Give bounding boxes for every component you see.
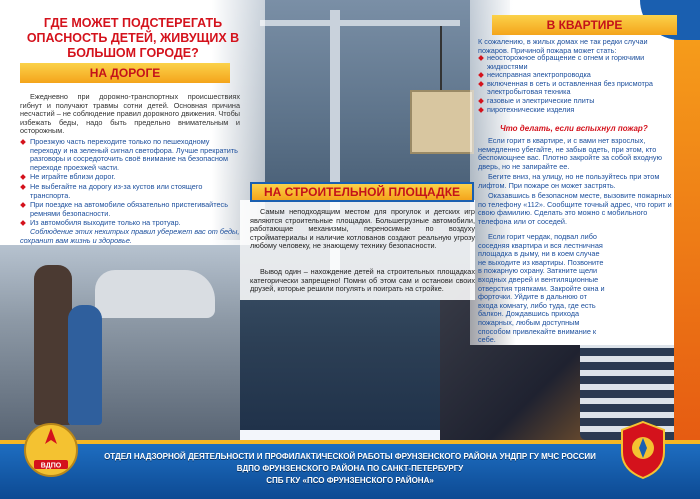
list-item: Не играйте вблизи дорог. xyxy=(20,173,240,182)
footer-org-line-1: ОТДЕЛ НАДЗОРНОЙ ДЕЯТЕЛЬНОСТИ И ПРОФИЛАКТИЧЕСКОЙ РАБОТЫ ФРУНЗЕНСКОГО РАЙОНА УНДПР ГУ МЧС РОССИИ xyxy=(104,452,596,461)
fire-causes-list xyxy=(478,54,673,114)
orange-ribbon xyxy=(674,0,700,445)
apartment-paragraph-3: Оказавшись в безопасном месте, вызовите пожарных по телефону «112». Сообщите точный адрес, что горит и свою фамилию. Сделать это можно с мобильного телефона или от соседей. xyxy=(478,191,672,226)
boy-figure xyxy=(68,305,102,425)
car-illustration xyxy=(95,270,215,318)
crane-jib xyxy=(260,20,460,26)
list-item: Проезжую часть переходите только по пешеходному переходу и на зеленый сигнал светофора. Лучше прекратить разговоры и сосредоточить своё внимание на безопасном переходе проезжей части. xyxy=(20,138,240,172)
mchs-emblem-icon xyxy=(614,418,672,480)
road-outro-text: Соблюдение этих нехитрых правил убережет вас от беды, сохранит вам жизнь и здоровье. xyxy=(20,227,240,245)
vdpo-emblem-icon xyxy=(22,420,80,482)
apartment-paragraph-2: Бегите вниз, на улицу, но не пользуйтесь при этом лифтом. При пожаре он может застрять. xyxy=(478,172,660,190)
emblem-left-label: ВДПО xyxy=(40,462,62,470)
list-item: Не выбегайте на дорогу из-за кустов или стоящего транспорта. xyxy=(20,183,240,200)
crane-cable xyxy=(440,26,442,96)
road-section-heading: НА ДОРОГЕ xyxy=(20,63,230,83)
list-item: включенная в сеть и оставленная без присмотра электробытовая техника xyxy=(478,80,673,97)
girl-figure xyxy=(34,265,72,425)
list-item: пиротехнические изделия xyxy=(478,106,673,115)
crane-load xyxy=(410,90,474,154)
construction-paragraph-2: Вывод один – нахождение детей на строительных площадках категорически запрещено! Помни об этом сам и останови своих друзей, которые решили погулять и поиграть на стройке. xyxy=(250,267,475,294)
apartment-paragraph-1: Если горит в квартире, и с вами нет взрослых, немедленно убегайте, не забыв одеть, при этом, кто беспомощнее вас. Плотно закройте за собой входную дверь, но не запирайте ее. xyxy=(478,136,663,171)
footer-org-line-2: ВДПО ФРУНЗЕНСКОГО РАЙОНА ПО САНКТ-ПЕТЕРБУРГУ xyxy=(236,464,464,473)
list-item: При поездке на автомобиле обязательно пристегивайтесь ремнями безопасности. xyxy=(20,201,240,218)
footer-stripe xyxy=(0,440,700,444)
footer-org-line-3: СПБ ГКУ «ПСО ФРУНЗЕНСКОГО РАЙОНА» xyxy=(266,476,434,485)
construction-section-heading: НА СТРОИТЕЛЬНОЙ ПЛОЩАДКЕ xyxy=(250,182,474,202)
apartment-paragraph-4: Если горит чердак, подвал либо соседняя квартира и вся лестничная площадка в дыму, ни в коем случае не выходите из квартиры. Позвоните в пожарную охрану. Заткните щели входных дверей и вентиляционные отверстия тряпками. Закройте окна и форточки. Уйдите в дальнюю от входа комнату, либо туда, где есть балкон. Дождавшись прихода пожарных, любым доступным способом привлекайте внимание к себе. xyxy=(478,232,605,345)
list-item: неосторожное обращение с огнем и горючими жидкостями xyxy=(478,54,673,71)
list-item: газовые и электрические плиты xyxy=(478,97,673,106)
construction-paragraph-1: Самым неподходящим местом для прогулок и детских игр являются строительные площадки. Большегрузные автомобили, работающие механизмы, переносимые по воздуху стройматериалы и наличие котлованов создают реальную угрозу любому человеку, не знающему технику безопасности. xyxy=(250,207,475,251)
list-item: Из автомобиля выходите только на тротуар. xyxy=(20,219,240,228)
list-item: неисправная электропроводка xyxy=(478,71,673,80)
apartment-intro-text: К сожалению, в жилых домах не так редки случаи пожаров. Причиной пожара может стать: xyxy=(478,37,648,55)
fire-question-heading: Что делать, если вспыхнул пожар? xyxy=(500,124,648,133)
page-title: ГДЕ МОЖЕТ ПОДСТЕРЕГАТЬ ОПАСНОСТЬ ДЕТЕЙ, ЖИВУЩИХ В БОЛЬШОМ ГОРОДЕ? xyxy=(26,16,240,60)
road-rules-list xyxy=(20,138,240,229)
road-intro-text: Ежедневно при дорожно-транспортных происшествиях гибнут и получают травмы сотни детей. Основная причина несчастий – не соблюдение правил дорожного движения. Чтобы избежать беды, надо быть предельно внимательным и осторожным. xyxy=(20,92,240,136)
apartment-section-heading: В КВАРТИРЕ xyxy=(492,15,677,35)
